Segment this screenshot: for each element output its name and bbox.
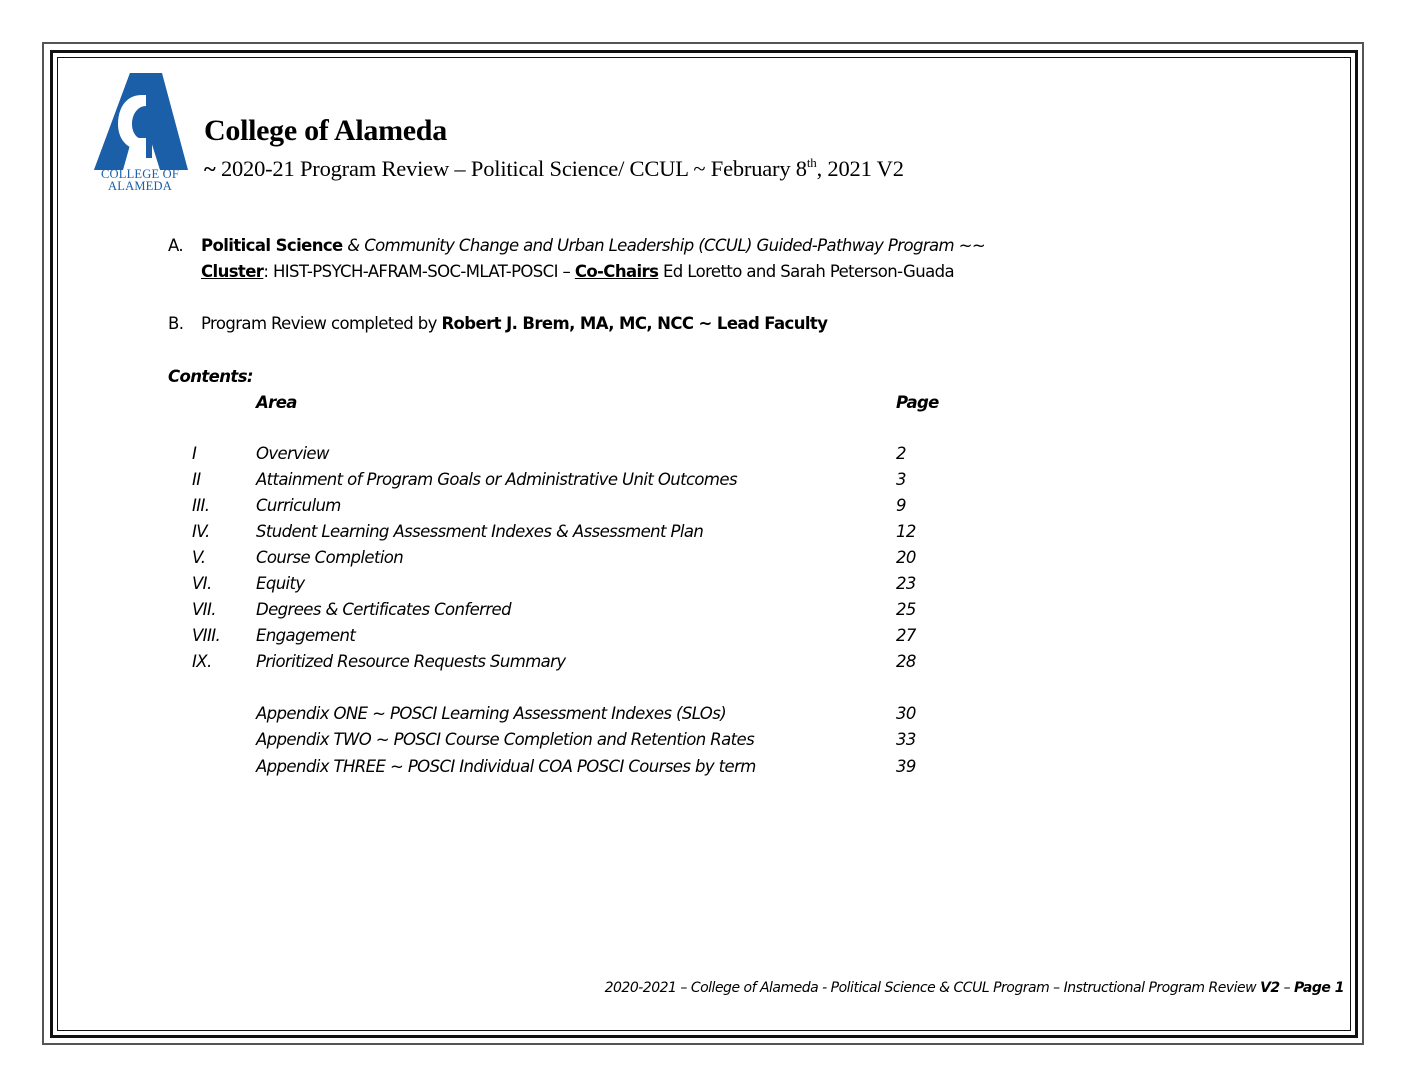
footer-version: V2: [1260, 980, 1280, 996]
toc-row-number: VI.: [192, 574, 212, 593]
toc-row[interactable]: [0, 652, 1000, 678]
toc-row-page: 3: [896, 470, 906, 489]
toc-row[interactable]: [0, 496, 1000, 522]
footer-page-number: Page 1: [1294, 980, 1344, 996]
toc-row-page: 28: [896, 652, 916, 671]
toc-appendix-label: Appendix THREE ~ POSCI Individual COA POSCI Courses by term: [256, 757, 756, 776]
toc-row-page: 27: [896, 626, 916, 645]
section-a-marker: A.: [168, 236, 184, 255]
toc-row[interactable]: [0, 574, 1000, 600]
logo-line-2: ALAMEDA: [108, 179, 172, 193]
footer-text: 2020-2021 – College of Alameda - Political Science & CCUL Program – Instructional Program Review: [604, 980, 1261, 996]
toc-appendix-page: 33: [896, 730, 916, 749]
toc-appendix-row[interactable]: [0, 704, 1000, 730]
toc-row-label: Attainment of Program Goals or Administrative Unit Outcomes: [256, 470, 737, 489]
toc-row[interactable]: [0, 522, 1000, 548]
document-subtitle: [204, 156, 904, 182]
logo-line-1: COLLEGE OF: [100, 167, 180, 181]
cluster-value: : HIST-PSYCH-AFRAM-SOC-MLAT-POSCI –: [263, 262, 575, 281]
toc-appendix-row[interactable]: [0, 730, 1000, 756]
subtitle-main: 2020-21 Program Review – Political Science/ CCUL ~ February 8: [215, 156, 807, 181]
toc-appendix-page: 30: [896, 704, 916, 723]
toc-row[interactable]: [0, 470, 1000, 496]
section-b-marker: B.: [168, 314, 184, 333]
toc-row-page: 23: [896, 574, 916, 593]
program-name: Political Science: [201, 236, 343, 255]
toc-row-label: Equity: [256, 574, 305, 593]
subtitle-suffix: , 2021 V2: [816, 156, 904, 181]
toc-row[interactable]: [0, 548, 1000, 574]
contents-heading: Contents:: [168, 367, 253, 386]
toc-appendix-page: 39: [896, 757, 916, 776]
page-footer: [605, 980, 1344, 996]
toc-row[interactable]: [0, 600, 1000, 626]
section-b-text: Program Review completed by: [201, 314, 442, 333]
toc-row-page: 9: [896, 496, 906, 515]
toc-row-page: 12: [896, 522, 916, 541]
toc-row-page: 25: [896, 600, 916, 619]
document-title: College of Alameda: [204, 114, 447, 147]
contents-column-page: Page: [896, 393, 939, 412]
subtitle-sup: th: [806, 155, 817, 170]
toc-row-page: 2: [896, 444, 906, 463]
toc-row-label: Degrees & Certificates Conferred: [256, 600, 511, 619]
author-name: Robert J. Brem, MA, MC, NCC ~ Lead Faculty: [441, 314, 828, 333]
cochairs-value: Ed Loretto and Sarah Peterson-Guada: [658, 262, 954, 281]
toc-row-label: Engagement: [256, 626, 356, 645]
contents-column-area: Area: [256, 393, 297, 412]
toc-row-label: Student Learning Assessment Indexes & Assessment Plan: [256, 522, 704, 541]
section-b-line: [201, 314, 827, 333]
toc-row-number: II: [192, 470, 201, 489]
toc-appendix-label: Appendix TWO ~ POSCI Course Completion and Retention Rates: [256, 730, 755, 749]
toc-row-number: IX.: [192, 652, 212, 671]
subtitle-tilde: ~: [204, 156, 216, 181]
toc-row[interactable]: [0, 444, 1000, 470]
toc-row-label: Prioritized Resource Requests Summary: [256, 652, 566, 671]
toc-row-label: Course Completion: [256, 548, 404, 567]
toc-row-number: VIII.: [192, 626, 221, 645]
toc-appendix-label: Appendix ONE ~ POSCI Learning Assessment Indexes (SLOs): [256, 704, 727, 723]
toc-row-number: IV.: [192, 522, 210, 541]
toc-appendix-row[interactable]: [0, 757, 1000, 783]
footer-separator: –: [1279, 980, 1295, 996]
section-a-program-line: [201, 236, 985, 255]
toc-row-number: V.: [192, 548, 206, 567]
toc-row-number: I: [192, 444, 197, 463]
toc-row-page: 20: [896, 548, 916, 567]
program-description: & Community Change and Urban Leadership (CCUL) Guided-Pathway Program ~~: [342, 236, 986, 255]
toc-row-label: Curriculum: [256, 496, 341, 515]
toc-row-number: III.: [192, 496, 210, 515]
cochairs-label: Co-Chairs: [574, 262, 659, 281]
cluster-label: Cluster: [201, 262, 264, 281]
toc-row-label: Overview: [256, 444, 329, 463]
section-a-cluster-line: [201, 262, 954, 281]
logo-text: [86, 168, 194, 192]
toc-row-number: VII.: [192, 600, 216, 619]
toc-row[interactable]: [0, 626, 1000, 652]
